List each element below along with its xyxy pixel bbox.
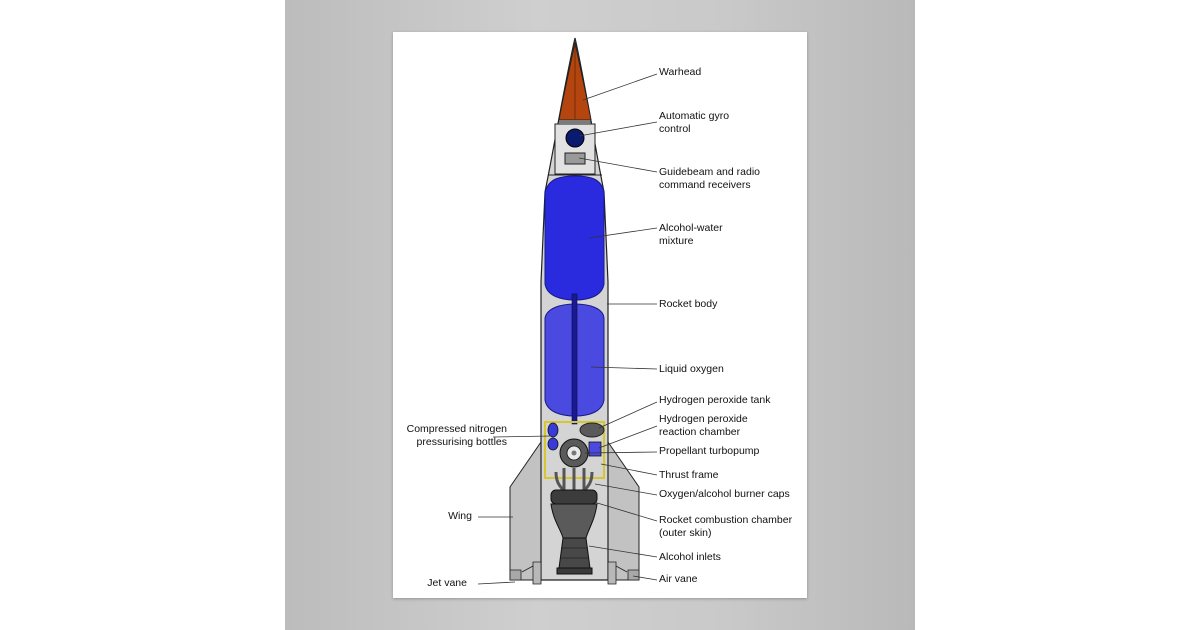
- label-gyro-control: Automatic gyro control: [659, 110, 730, 135]
- label-alcohol-water: Alcohol-water mixture: [659, 222, 723, 247]
- label-rocket-body: Rocket body: [659, 298, 718, 310]
- left-wing: [510, 442, 541, 580]
- label-guidebeam: Guidebeam and radio command receivers: [659, 166, 760, 191]
- reaction-chamber: [589, 442, 601, 456]
- gyro-sphere: [566, 129, 584, 147]
- label-h2o2-tank: Hydrogen peroxide tank: [659, 394, 771, 406]
- label-combustion-chamber: Rocket combustion chamber (outer skin): [659, 514, 793, 539]
- nitrogen-bottle: [548, 438, 558, 450]
- label-wing: Wing: [448, 510, 472, 522]
- left-jet-vane: [533, 562, 541, 584]
- label-burner-caps: Oxygen/alcohol burner caps: [659, 488, 790, 500]
- left-air-vane: [510, 570, 521, 580]
- label-jet-vane: Jet vane: [427, 577, 467, 589]
- poster: [393, 32, 807, 598]
- label-liquid-oxygen: Liquid oxygen: [659, 363, 724, 375]
- label-nitrogen-bottles: Compressed nitrogen pressurising bottles: [406, 423, 507, 448]
- exhaust-nozzle: [559, 538, 590, 568]
- burner-caps: [551, 490, 597, 504]
- label-thrust-frame: Thrust frame: [659, 469, 719, 481]
- right-jet-vane: [608, 562, 616, 584]
- nozzle-exit: [557, 568, 592, 574]
- label-turbopump: Propellant turbopump: [659, 445, 760, 457]
- alcohol-feed-pipe: [572, 294, 577, 424]
- label-warhead: Warhead: [659, 66, 702, 78]
- alcohol-water-tank: [545, 176, 604, 300]
- hydrogen-peroxide-tank: [580, 423, 604, 437]
- label-alcohol-inlets: Alcohol inlets: [659, 551, 721, 563]
- nitrogen-bottle: [548, 423, 558, 437]
- right-air-vane: [628, 570, 639, 580]
- label-air-vane: Air vane: [659, 573, 698, 585]
- label-h2o2-chamber: Hydrogen peroxide reaction chamber: [659, 413, 748, 438]
